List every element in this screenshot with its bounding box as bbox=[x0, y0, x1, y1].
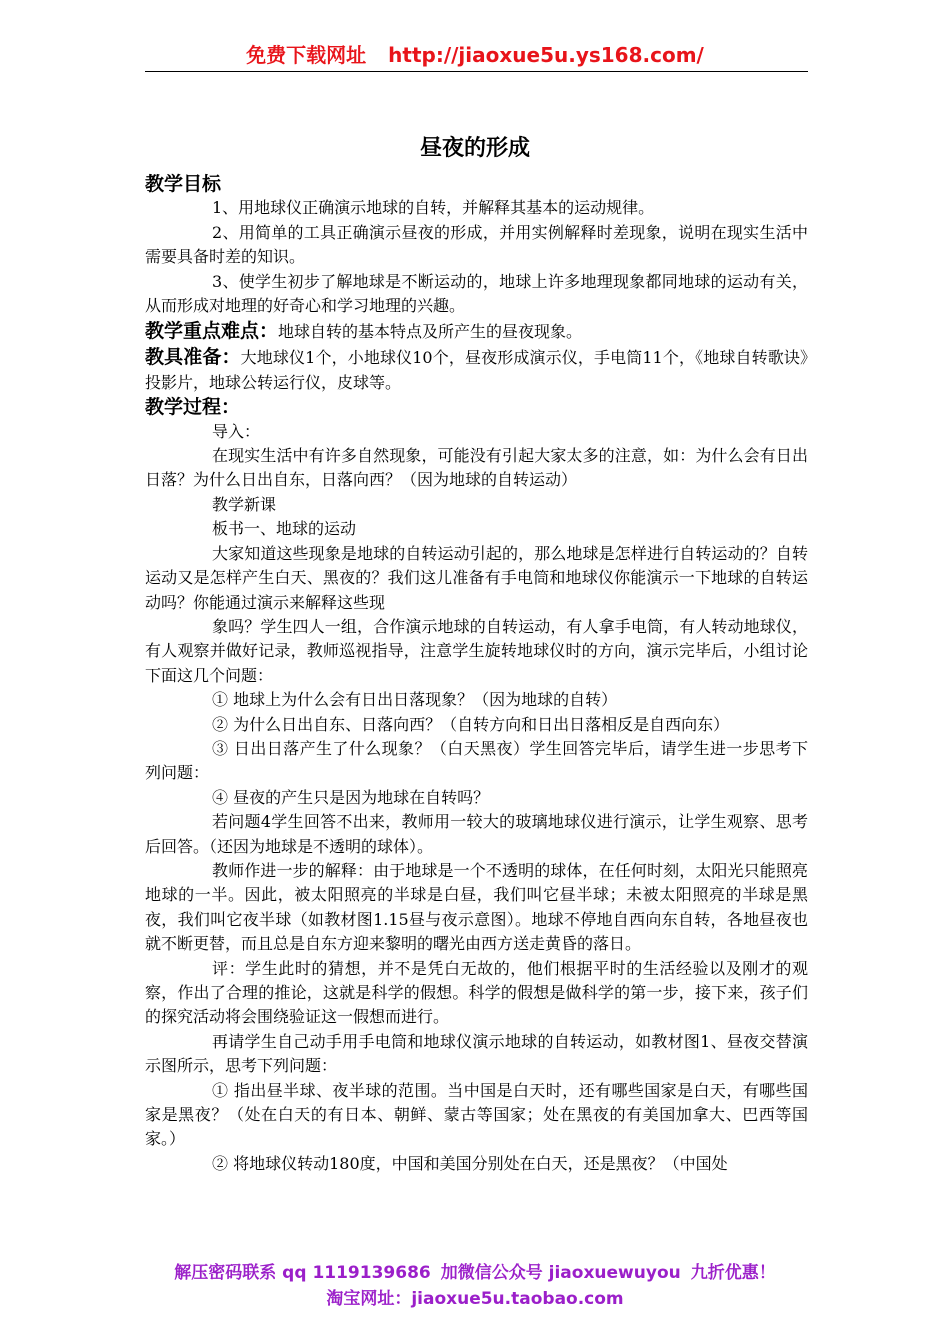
goal-item-3: 3、使学生初步了解地球是不断运动的，地球上许多地理现象都同地球的运动有关，从而形成对地理的好奇心和学习地理的兴趣。 bbox=[145, 271, 808, 316]
process-para-13: 评：学生此时的猜想，并不是凭白无故的，他们根据平时的生活经验以及刚才的观察，作出了合理的推论，这就是科学的假想。科学的假想是做科学的第一步，接下来，孩子们的探究活动将会围绕验证这一假想而进行。 bbox=[145, 958, 808, 1027]
tools-heading: 教具准备： bbox=[145, 346, 241, 369]
process-para-16: ② 将地球仪转动180度，中国和美国分别处在白天，还是黑夜？（中国处 bbox=[212, 1153, 728, 1173]
process-para-14: 再请学生自己动手用手电筒和地球仪演示地球的自转运动，如教材图1、昼夜交替演示图所示，思考下列问题： bbox=[145, 1031, 808, 1076]
process-para-8: ② 为什么日出自东、日落向西？（自转方向和日出日落相反是自西向东） bbox=[212, 714, 730, 734]
goals-heading: 教学目标 bbox=[145, 173, 222, 195]
page-footer bbox=[0, 1260, 950, 1312]
process-para-10: ④ 昼夜的产生只是因为地球在自转吗？ bbox=[212, 787, 490, 807]
key-points-heading: 教学重点难点： bbox=[145, 320, 279, 343]
process-para-1: 导入： bbox=[212, 421, 261, 441]
footer-line-1 bbox=[0, 1260, 950, 1286]
key-points-text: 地球自转的基本特点及所产生的昼夜现象。 bbox=[278, 322, 583, 342]
tools-text: 大地球仪1个，小地球仪10个，昼夜形成演示仪，手电筒11个，《地球自转歌诀》投影片，地球公转运行仪，皮球等。 bbox=[145, 348, 808, 392]
process-para-5: 大家知道这些现象是地球的自转运动引起的，那么地球是怎样进行自转运动的？自转运动又是怎样产生白天、黑夜的？我们这儿准备有手电筒和地球仪你能演示一下地球的自转运动吗？你能通过演示来解释这些现 bbox=[145, 543, 808, 612]
footer-wechat: 加微信公众号 jiaoxuewuyou bbox=[440, 1263, 681, 1283]
header-rule bbox=[145, 71, 808, 72]
tools-paragraph bbox=[145, 345, 808, 395]
header-label: 免费下载网址 bbox=[246, 43, 367, 67]
process-para-2: 在现实生活中有许多自然现象，可能没有引起大家太多的注意，如：为什么会有日出日落？为什么日出自东，日落向西？（因为地球的自转运动） bbox=[145, 446, 808, 490]
process-para-11: 若问题4学生回答不出来，教师用一较大的玻璃地球仪进行演示，让学生观察、思考后回答。（还因为地球是不透明的球体）。 bbox=[145, 812, 808, 856]
process-para-4: 板书一、地球的运动 bbox=[212, 519, 357, 539]
key-points-paragraph bbox=[145, 318, 808, 345]
process-heading: 教学过程： bbox=[145, 396, 241, 419]
header-url-link[interactable]: http://jiaoxue5u.ys168.com/ bbox=[388, 43, 704, 67]
process-para-3: 教学新课 bbox=[212, 494, 277, 514]
process-para-12: 教师作进一步的解释：由于地球是一个不透明的球体，在任何时刻，太阳光只能照亮地球的一半。因此，被太阳照亮的半球是白昼，我们叫它昼半球；未被太阳照亮的半球是黑夜，我们叫它夜半球（如教材图1.15昼与夜示意图）。地球不停地自西向东自转，各地昼夜也就不断更替，而且总是自东方迎来黎明的曙光由西方送走黄昏的落日。 bbox=[145, 860, 808, 954]
document-title: 昼夜的形成 bbox=[419, 136, 530, 161]
process-para-7: ① 地球上为什么会有日出日落现象？（因为地球的自转） bbox=[212, 690, 618, 710]
process-para-15: ① 指出昼半球、夜半球的范围。当中国是白天时，还有哪些国家是白天，有哪些国家是黑夜？（处在白天的有日本、朝鲜、蒙古等国家；处在黑夜的有美国加拿大、巴西等国家。） bbox=[145, 1080, 808, 1149]
goal-item-1: 1、用地球仪正确演示地球的自转，并解释其基本的运动规律。 bbox=[212, 198, 655, 218]
process-para-9: ③ 日出日落产生了什么现象？（白天黑夜）学生回答完毕后，请学生进一步思考下列问题： bbox=[145, 738, 808, 783]
document-body bbox=[145, 172, 808, 1176]
process-para-6: 象吗？学生四人一组，合作演示地球的自转运动，有人拿手电筒，有人转动地球仪，有人观察并做好记录，教师巡视指导，注意学生旋转地球仪时的方向，演示完毕后，小组讨论下面这几个问题： bbox=[145, 616, 808, 685]
footer-discount: 九折优惠！ bbox=[690, 1263, 776, 1283]
goal-item-2: 2、用简单的工具正确演示昼夜的形成，并用实例解释时差现象，说明在现实生活中需要具备时差的知识。 bbox=[145, 222, 808, 267]
page-header bbox=[0, 40, 950, 70]
footer-taobao-link[interactable]: 淘宝网址：jiaoxue5u.taobao.com bbox=[326, 1289, 624, 1309]
footer-password-contact: 解压密码联系 qq 1119139686 bbox=[174, 1263, 431, 1283]
